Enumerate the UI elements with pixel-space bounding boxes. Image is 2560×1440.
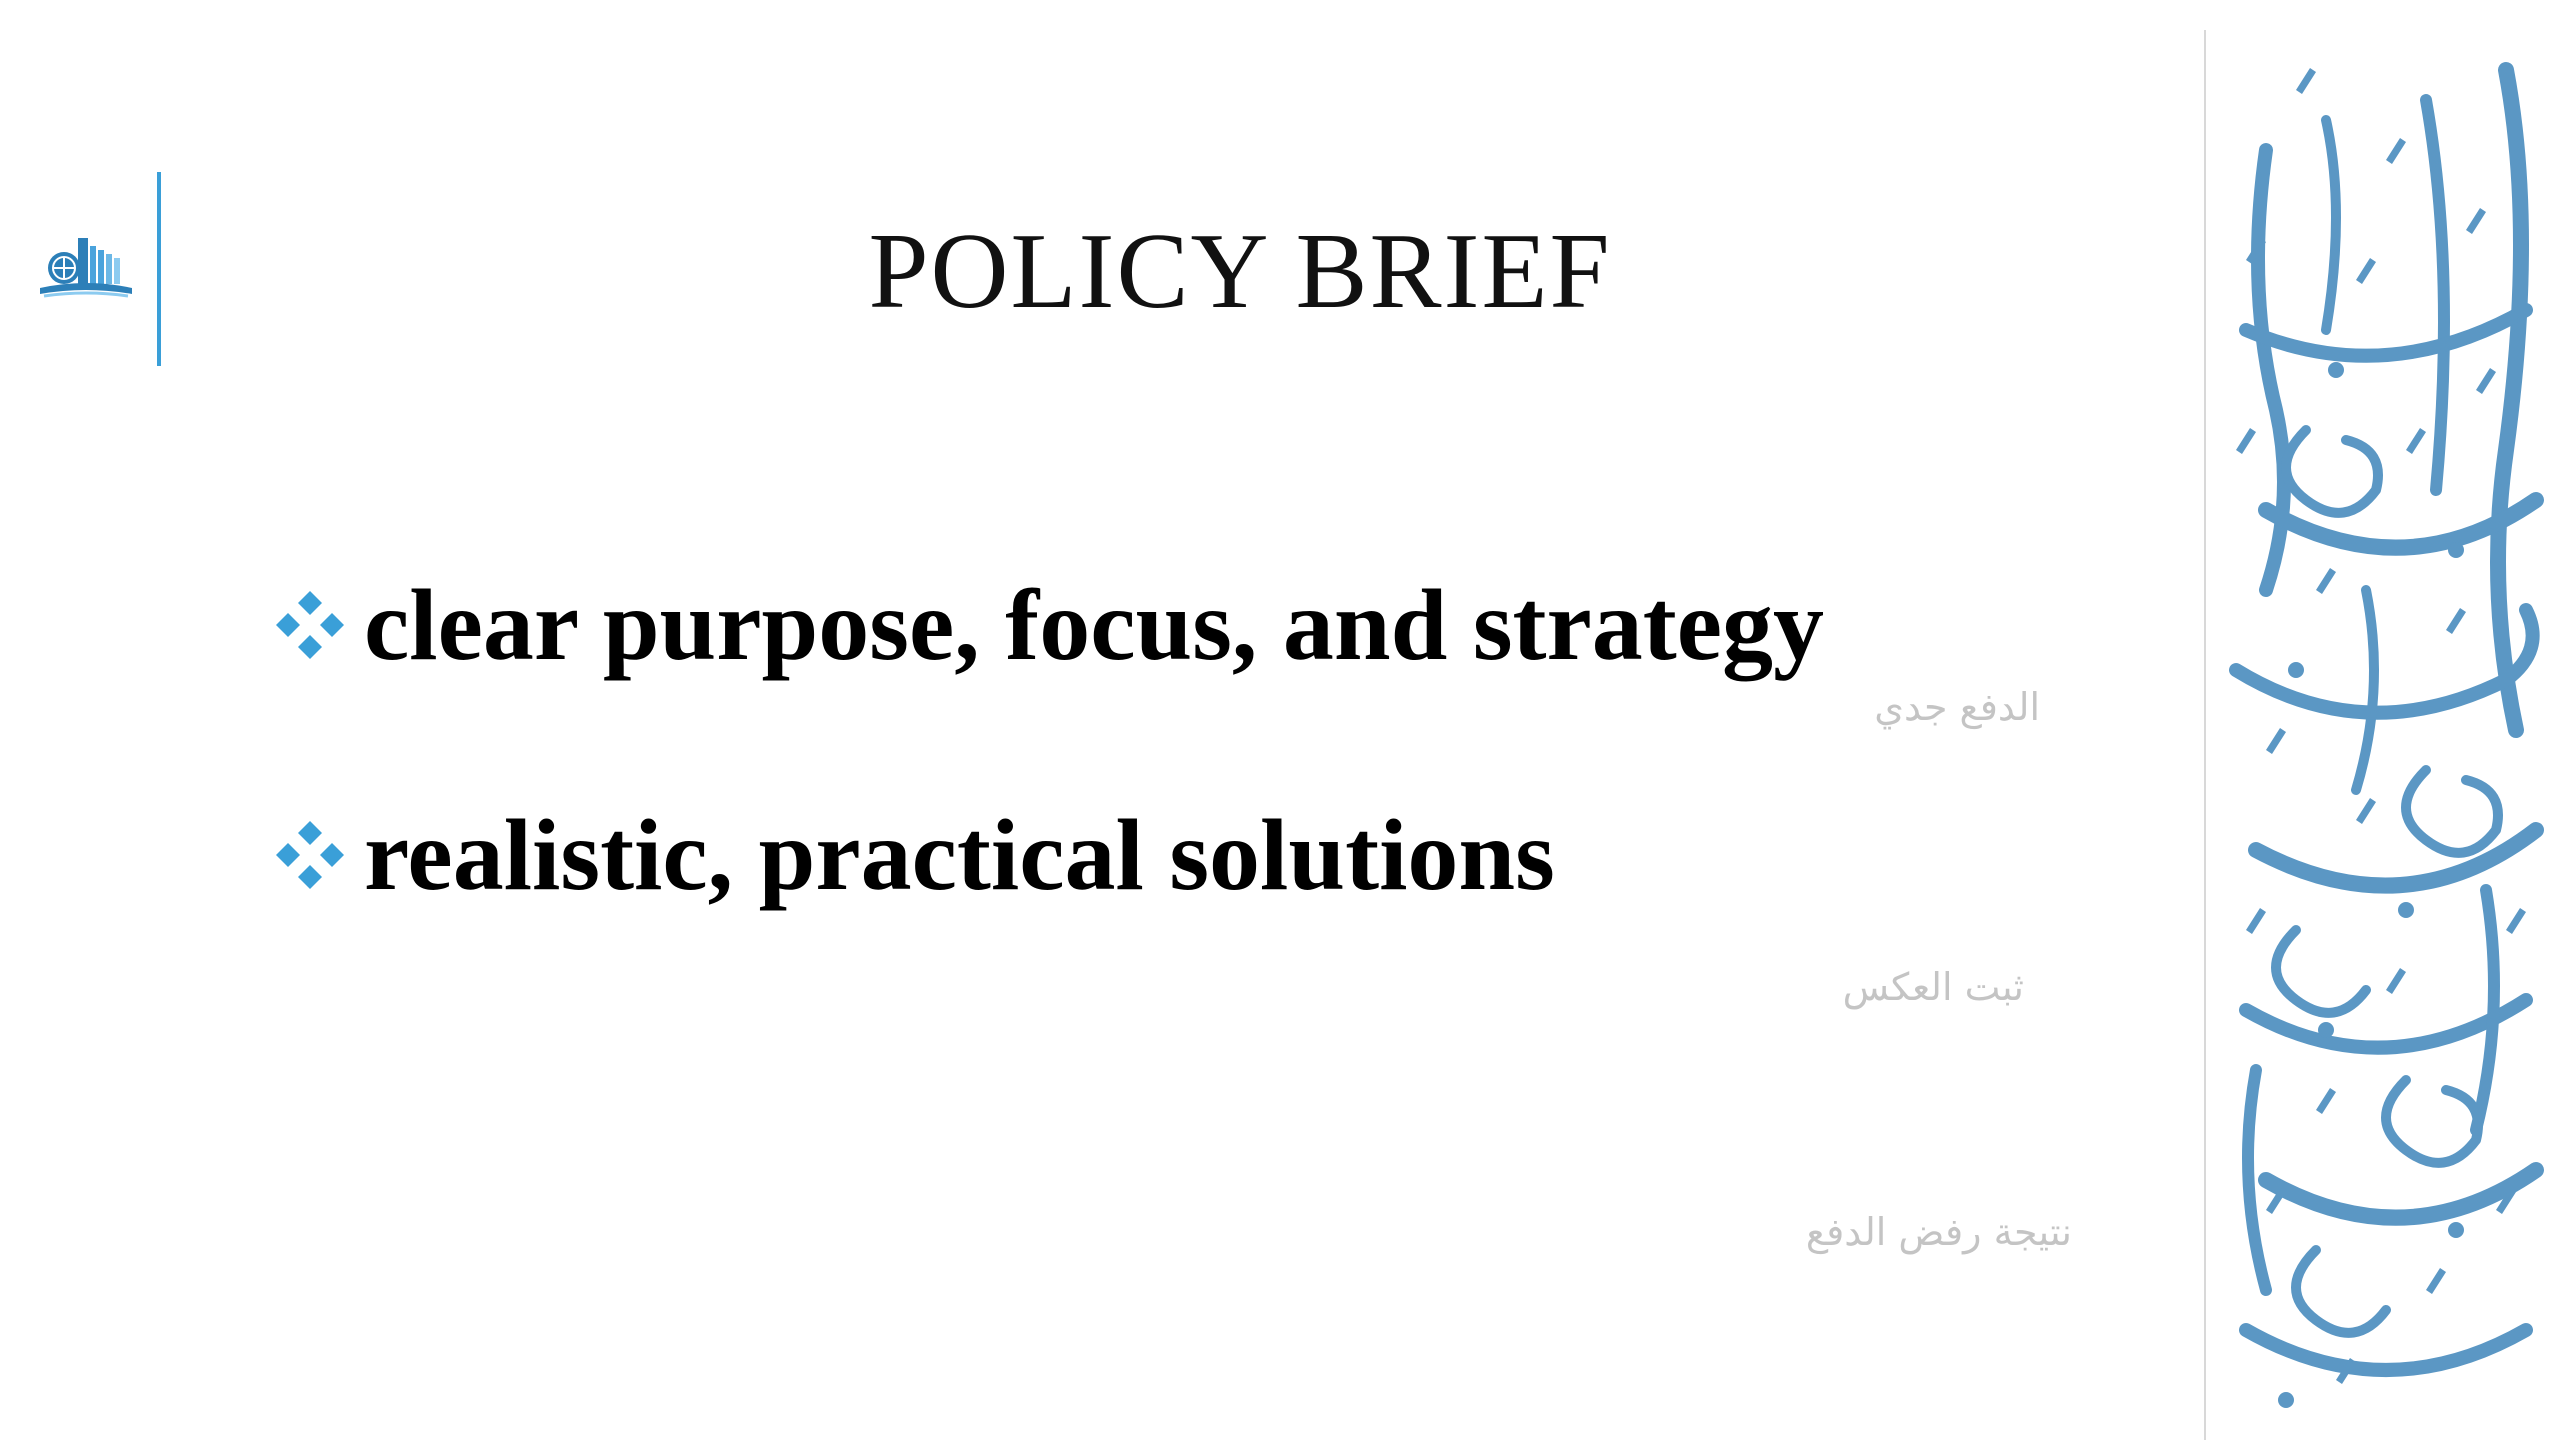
slide-title: POLICY BRIEF <box>868 212 1612 331</box>
side-note: ثبت العكس <box>1842 965 2024 1009</box>
side-note: الدفع جدي <box>1874 685 2040 729</box>
bullet-text: realistic, practical solutions <box>364 798 1555 912</box>
arabic-calligraphy-decoration-icon <box>2206 30 2560 1440</box>
diamond-bullet-icon <box>270 815 350 895</box>
bullet-list <box>270 560 1824 1020</box>
diamond-bullet-icon <box>270 585 350 665</box>
bullet-item <box>270 790 1824 920</box>
side-note: نتيجة رفض الدفع <box>1805 1210 2072 1254</box>
bullet-item <box>270 560 1824 690</box>
bullet-text: clear purpose, focus, and strategy <box>364 568 1825 682</box>
